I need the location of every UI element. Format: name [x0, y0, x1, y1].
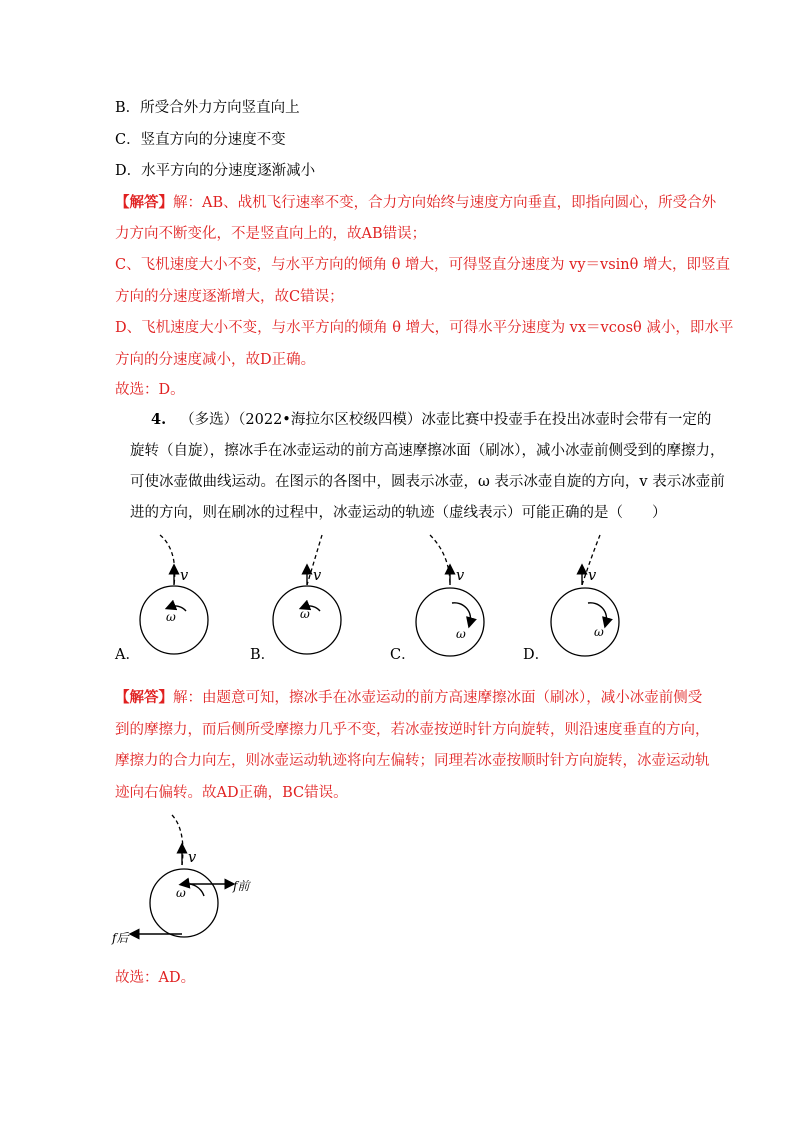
answer3-line-1: 【解答】解：AB、战机飞行速率不变，合力方向始终与速度方向垂直，即指向圆心，所受合外: [115, 194, 717, 211]
spin-arrow-cw: [452, 603, 471, 623]
v-label-a: v: [180, 568, 189, 584]
option-label-c: C．: [390, 647, 416, 663]
curling-stone: [150, 869, 218, 937]
v-label-c: v: [456, 568, 465, 584]
option-label-b: B．: [250, 647, 276, 663]
omega-label-force: ω: [176, 886, 186, 900]
answer4-line-1: 【解答】解：由题意可知，擦冰手在冰壶运动的前方高速摩擦冰面（刷冰），减小冰壶前侧受: [115, 689, 703, 706]
option-b: B．所受合外力方向竖直向上: [115, 100, 300, 116]
option-d: D．水平方向的分速度逐渐减小: [115, 163, 316, 179]
omega-label-a: ω: [166, 610, 176, 624]
answer3-tag: 【解答】: [115, 194, 173, 211]
figure-c: [416, 535, 484, 656]
answer3-line-6: 方向的分速度减小，故D正确。: [115, 352, 316, 368]
omega-label-d: ω: [594, 625, 604, 639]
v-label-force: v: [188, 850, 197, 866]
force-diagram: [100, 810, 300, 960]
option-c: C．竖直方向的分速度不变: [115, 132, 286, 148]
spin-arrow-cw: [588, 603, 607, 623]
question4-line-3: 可使冰壶做曲线运动。在图示的各图中，圆表示冰壶，ω 表示冰壶自旋的方向，v 表示冰壶前: [130, 474, 725, 490]
v-label-b: v: [313, 568, 322, 584]
figure-b: [273, 535, 341, 654]
figure-d: [551, 535, 619, 656]
answer3-line-2: 力方向不断变化，不是竖直向上的，故AB错误；: [115, 226, 427, 242]
answer4-line-3: 摩擦力的合力向左，则冰壶运动轨迹将向左偏转；同理若冰壶按顺时针方向旋转，冰壶运动轨: [115, 753, 710, 769]
v-label-d: v: [588, 568, 597, 584]
answer3-line-3: C、飞机速度大小不变，与水平方向的倾角 θ 增大，可得竖直分速度为 vy＝vsinθ 增大，即竖直: [115, 257, 730, 273]
figure-a: [140, 535, 208, 654]
omega-label-b: ω: [300, 607, 310, 621]
answer4-choice: 故选：AD。: [115, 970, 196, 986]
option-label-a: A．: [115, 647, 140, 663]
answer3-choice: 故选：D。: [115, 382, 185, 398]
answer3-line-4: 方向的分速度逐渐增大，故C错误；: [115, 289, 344, 305]
answer3-line-5: D、飞机速度大小不变，与水平方向的倾角 θ 增大，可得水平分速度为 vx＝vcosθ 减小，即水平: [115, 320, 734, 336]
question4-line-1: 4. （多选）（2022•海拉尔区校级四模）冰壶比赛中投壶手在投出冰壶时会带有一定的: [151, 411, 712, 428]
spin-arrow-ccw: [184, 884, 204, 896]
answer4-tag: 【解答】: [115, 689, 173, 706]
option-label-d: D．: [523, 647, 550, 663]
curling-options-figure: [0, 525, 800, 665]
f-front-label: f前: [233, 879, 250, 893]
answer4-line-2: 到的摩擦力，而后侧所受摩擦力几乎不变，若冰壶按逆时针方向旋转，则沿速度垂直的方向，: [115, 722, 710, 738]
omega-label-c: ω: [456, 627, 466, 641]
f-back-label: f后: [112, 931, 129, 945]
question4-line-2: 旋转（自旋），擦冰手在冰壶运动的前方高速摩擦冰面（刷冰），减小冰壶前侧受到的摩擦力，: [130, 443, 725, 459]
question4-line-4: 进的方向，则在刷冰的过程中，冰壶运动的轨迹（虚线表示）可能正确的是（ ）: [130, 505, 667, 521]
question-number: 4.: [151, 411, 167, 428]
answer4-line-4: 迹向右偏转。故AD正确，BC错误。: [115, 785, 348, 801]
